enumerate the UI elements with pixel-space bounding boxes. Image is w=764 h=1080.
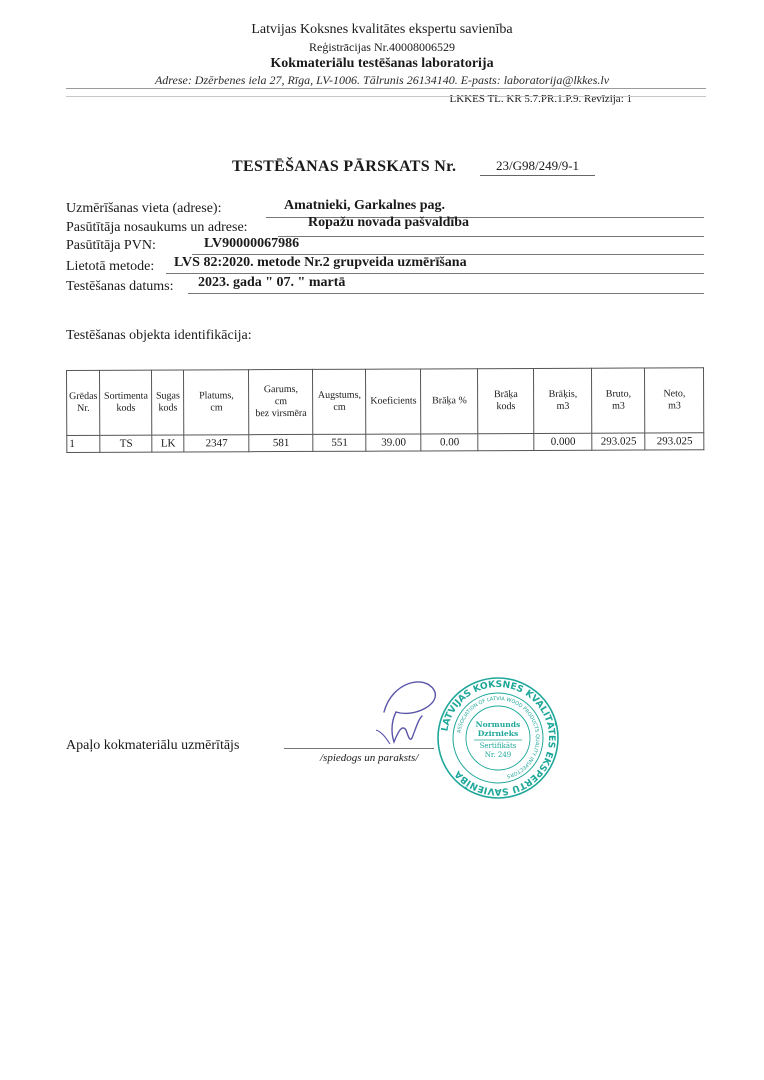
- organization-name: Latvijas Koksnes kvalitātes ekspertu savienība: [251, 22, 513, 37]
- field-underline: [278, 236, 704, 237]
- table-cell: 293.025: [645, 433, 704, 450]
- table-cell: TS: [100, 435, 152, 452]
- table-header-text: Sortimenta: [103, 390, 148, 402]
- table-cell: 39.00: [366, 434, 421, 451]
- table-header-text: m3: [668, 400, 681, 412]
- table-header-text: Nr.: [77, 402, 90, 414]
- table-header-cell: [592, 368, 645, 433]
- table-header-text: m3: [612, 400, 625, 412]
- table-header-text: cm: [333, 401, 346, 413]
- field-underline: [166, 273, 704, 274]
- contact-address: Adrese: Dzērbenes iela 27, Rīga, LV-1006. Tālrunis 26134140. E-pasts: laboratorija@lkkes.lv: [154, 73, 610, 87]
- handwritten-signature: [362, 672, 442, 752]
- table-cell: 293.025: [592, 433, 645, 450]
- table-header-cell: [152, 370, 184, 435]
- table-cell: 1: [67, 435, 100, 452]
- document-code: LKKES TL. KR 5.7.PR.1.P.9. Revīzija: 1: [449, 93, 632, 105]
- field-label: Pasūtītāja PVN:: [66, 238, 156, 253]
- table-header-text: Neto,: [663, 388, 686, 400]
- table-header-cell: [249, 369, 313, 434]
- field-underline: [188, 293, 704, 294]
- laboratory-name: Kokmateriālu testēšanas laboratorija: [270, 56, 494, 71]
- table-header-text: Grēdas: [69, 390, 98, 402]
- table-header-cell: [366, 369, 421, 434]
- table-header-text: Platums,: [199, 390, 234, 402]
- table-header-cell: [184, 370, 249, 435]
- stamp-name-last: Dzirnieks: [477, 729, 519, 738]
- signature-caption: /spiedogs un paraksts/: [320, 752, 419, 764]
- table-cell: LK: [152, 435, 184, 452]
- field-label: Uzmērīšanas vieta (adrese):: [66, 201, 222, 216]
- table-header-text: kods: [496, 401, 516, 413]
- table-header-text: bez virsmēra: [255, 407, 307, 420]
- table-cell: 581: [249, 434, 313, 451]
- signature-label: Apaļo kokmateriālu uzmērītājs: [66, 738, 240, 753]
- stamp-cert-label: Sertifikāts: [479, 742, 517, 750]
- table-cell: 2347: [184, 435, 249, 452]
- report-number: 23/G98/249/9-1: [480, 158, 595, 176]
- report-title: TESTĒŠANAS PĀRSKATS Nr.: [232, 158, 457, 175]
- table-header-text: Brāķis,: [548, 388, 578, 400]
- table-header-text: kods: [116, 402, 136, 414]
- table-header-text: Bruto,: [605, 388, 632, 400]
- table-cell: 0.00: [421, 434, 478, 451]
- table-cell: 0.000: [534, 433, 592, 450]
- field-value: LVS 82:2020. metode Nr.2 grupveida uzmērīšana: [174, 255, 467, 270]
- table-cell: [478, 433, 534, 450]
- header-divider-secondary: [66, 96, 706, 97]
- stamp-inner-ring-text: ASSOCIATION OF LATVIA WOOD PRODUCTS QUALITY INSPECTORS: [456, 695, 541, 779]
- table-header-cell: [313, 369, 366, 434]
- stamp-ring-text: LATVIJAS KOKSNES KVALITĀTES EKSPERTU SAVIENĪBA: [439, 678, 558, 798]
- table-header-text: Sugas: [155, 390, 180, 402]
- table-header-text: cm: [274, 396, 288, 408]
- field-value: Ropažu novada pašvaldība: [308, 215, 470, 230]
- stamp-cert-number: Nr. 249: [484, 751, 512, 759]
- field-label: Lietotā metode:: [66, 259, 155, 274]
- header-divider: [66, 88, 706, 89]
- table-header-cell: [478, 368, 534, 433]
- table-header-text: Koeficients: [370, 395, 417, 407]
- table-header-text: Brāķa: [493, 389, 518, 401]
- table-header-text: cm: [210, 402, 223, 414]
- registration-number: Reģistrācijas Nr.40008006529: [309, 40, 455, 54]
- table-header-cell: [100, 370, 152, 435]
- table-header-cell: [67, 370, 101, 435]
- table-header-cell: [421, 369, 478, 434]
- table-header-cell: [645, 368, 704, 433]
- stamp-name-first: Normunds: [475, 720, 521, 729]
- table-header-text: Garums,: [263, 383, 299, 396]
- field-value: Amatnieki, Garkalnes pag.: [284, 198, 446, 213]
- measurement-table: [66, 367, 705, 453]
- field-value: 2023. gada " 07. " martā: [198, 275, 346, 290]
- identification-label: Testēšanas objekta identifikācija:: [66, 328, 252, 343]
- table-header-text: Augstums,: [317, 389, 361, 401]
- table-header-cell: [534, 368, 592, 433]
- table-header-text: Brāķa %: [432, 395, 467, 407]
- table-header-row: [67, 368, 705, 436]
- certification-stamp: [436, 676, 560, 800]
- table-cell: 551: [313, 434, 366, 451]
- field-value: LV90000067986: [204, 236, 300, 251]
- field-label: Pasūtītāja nosaukums un adrese:: [66, 220, 248, 235]
- table-header-text: m3: [556, 400, 570, 412]
- table-header-text: kods: [158, 402, 178, 414]
- field-label: Testēšanas datums:: [66, 279, 174, 294]
- table-row: [67, 433, 704, 453]
